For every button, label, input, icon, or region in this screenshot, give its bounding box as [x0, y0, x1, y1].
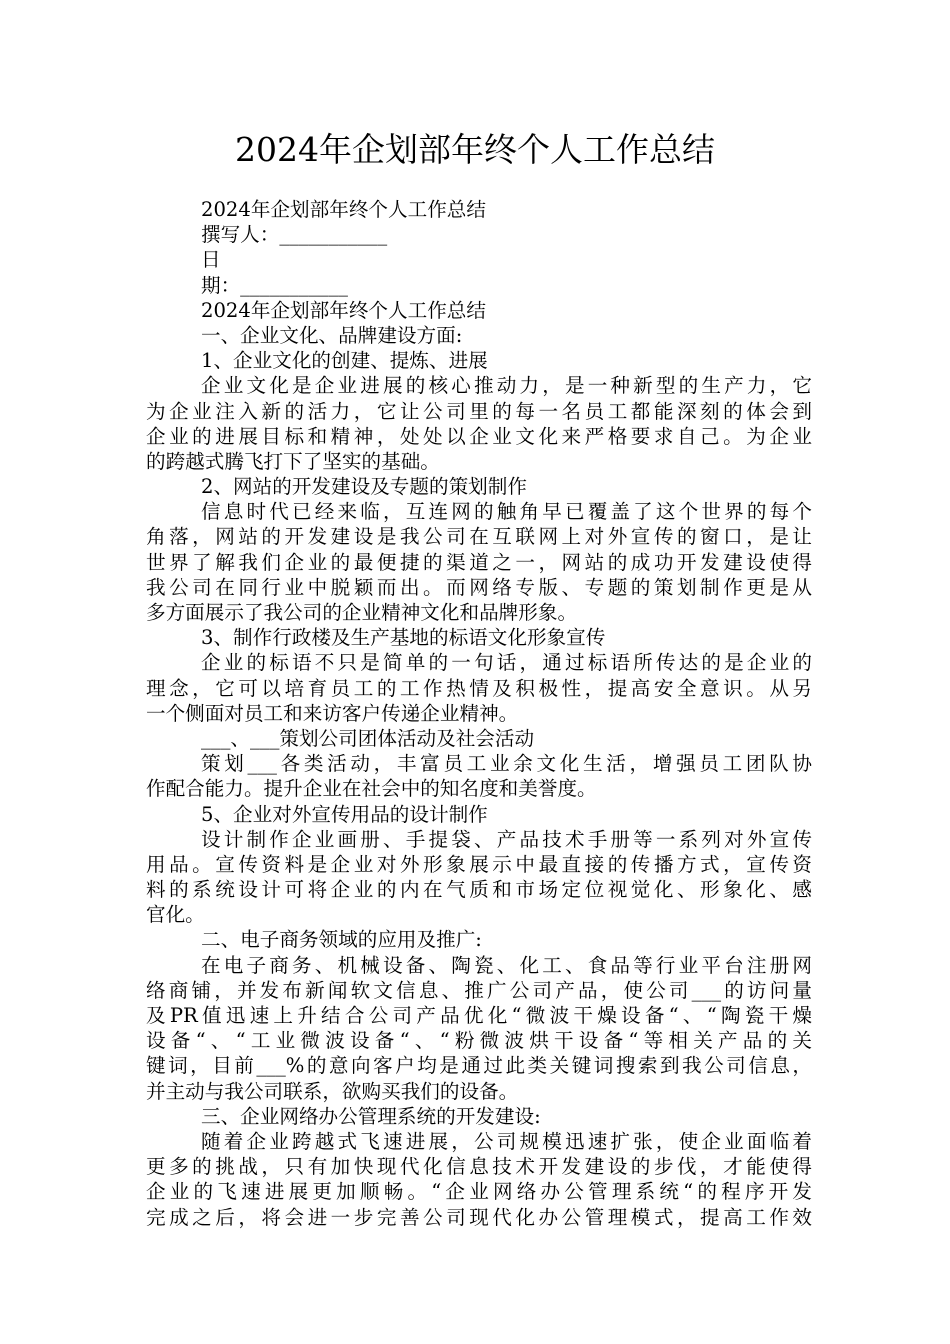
paragraph-line: 络商铺，并发布新闻软文信息、推广公司产品，使公司___的访问量 [146, 978, 812, 1002]
date-line: 期：___________ [201, 273, 348, 297]
paragraph-line: 信息时代已经来临，互连网的触角早已覆盖了这个世界的每个 [201, 500, 812, 524]
author-line: 撰写人：___________ [201, 223, 388, 247]
paragraph-line: 设备“、“工业微波设备“、“粉微波烘干设备“等相关产品的关 [146, 1029, 812, 1053]
subsection-heading: 3、制作行政楼及生产基地的标语文化形象宣传 [201, 626, 606, 650]
section-heading: 一、企业文化、品牌建设方面: [201, 323, 463, 347]
section-heading: 二、电子商务领域的应用及推广: [201, 928, 482, 952]
paragraph-line: 企业的进展目标和精神，处处以企业文化来严格要求自己。为企业 [146, 424, 812, 448]
paragraph-line: 为企业注入新的活力，它让公司里的每一名员工都能深刻的体会到 [146, 399, 812, 423]
paragraph-line: 企业的标语不只是简单的一句话，通过标语所传达的是企业的 [201, 651, 812, 675]
subsection-heading: ___、___策划公司团体活动及社会活动 [201, 726, 535, 750]
paragraph-line: 理念，它可以培育员工的工作热情及积极性，提高安全意识。从另 [146, 676, 812, 700]
subsection-heading: 5、企业对外宣传用品的设计制作 [201, 802, 488, 826]
paragraph-line: 世界了解我们企业的最便捷的渠道之一，网站的成功开发建设使得 [146, 550, 812, 574]
section-heading: 三、企业网络办公管理系统的开发建设: [201, 1104, 541, 1128]
paragraph-line: 完成之后，将会进一步完善公司现代化办公管理模式，提高工作效 [146, 1205, 812, 1229]
paragraph-line: 在电子商务、机械设备、陶瓷、化工、食品等行业平台注册网 [201, 953, 812, 977]
paragraph-line: 设计制作企业画册、手提袋、产品技术手册等一系列对外宣传 [201, 827, 812, 851]
paragraph-line: 官化。 [146, 903, 205, 927]
paragraph-line: 的跨越式腾飞打下了坚实的基础。 [146, 449, 440, 473]
paragraph-line: 企业文化是企业进展的核心推动力，是一种新型的生产力，它 [201, 374, 812, 398]
paragraph-line: 多方面展示了我公司的企业精神文化和品牌形象。 [146, 601, 578, 624]
paragraph-line: 更多的挑战，只有加快现代化信息技术开发建设的步伐，才能使得 [146, 1155, 812, 1179]
paragraph-line: 角落，网站的开发建设是我公司在互联网上对外宣传的窗口，是让 [146, 525, 812, 549]
paragraph-line: 企业的飞速进展更加顺畅。“企业网络办公管理系统“的程序开发 [146, 1180, 812, 1204]
subtitle-line: 2024年企划部年终个人工作总结 [201, 198, 486, 221]
heading-line: 2024年企划部年终个人工作总结 [201, 298, 486, 322]
paragraph-line: 并主动与我公司联系，欲购买我们的设备。 [146, 1079, 519, 1103]
paragraph-line: 策划___各类活动，丰富员工业余文化生活，增强员工团队协 [201, 752, 812, 776]
paragraph-line: 我公司在同行业中脱颖而出。而网络专版、专题的策划制作更是从 [146, 575, 812, 599]
date-label-line: 日 [201, 248, 221, 272]
document-title: 2024年企划部年终个人工作总结 [235, 130, 715, 169]
paragraph-line: 随着企业跨越式飞速进展，公司规模迅速扩张，使企业面临着 [201, 1129, 812, 1153]
subsection-heading: 1、企业文化的创建、提炼、进展 [201, 349, 488, 373]
paragraph-line: 作配合能力。提升企业在社会中的知名度和美誉度。 [146, 777, 597, 801]
subsection-heading: 2、网站的开发建设及专题的策划制作 [201, 475, 527, 499]
document-body [146, 197, 812, 1230]
paragraph-line: 键词，目前___%的意向客户均是通过此类关键词搜索到我公司信息， [146, 1054, 812, 1078]
paragraph-line: 料的系统设计可将企业的内在气质和市场定位视觉化、形象化、感 [146, 878, 812, 902]
paragraph-line: 及PR值迅速上升结合公司产品优化“微波干燥设备“、“陶瓷干燥 [146, 1004, 812, 1027]
paragraph-line: 一个侧面对员工和来访客户传递企业精神。 [146, 701, 519, 725]
paragraph-line: 用品。宣传资料是企业对外形象展示中最直接的传播方式，宣传资 [146, 852, 812, 876]
